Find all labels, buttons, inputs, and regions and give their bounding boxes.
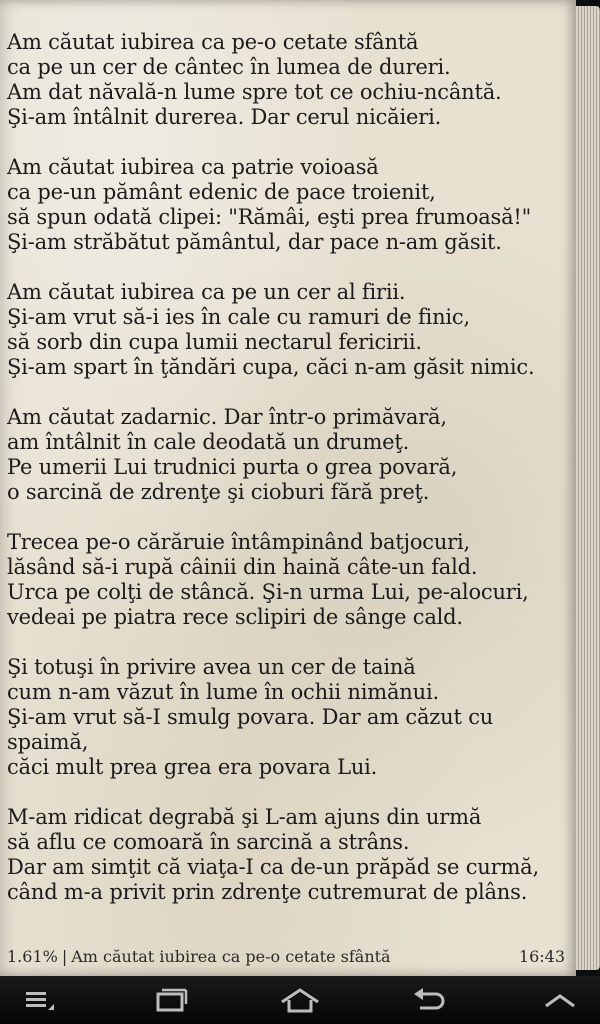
status-separator: |	[61, 947, 68, 966]
scroll-up-button[interactable]	[520, 976, 600, 1024]
clock: 16:43	[518, 947, 565, 966]
book-page-edges	[576, 6, 600, 970]
stanza	[7, 155, 573, 255]
text-line: Am căutat iubirea ca pe un cer al firii.	[7, 280, 406, 304]
text-line: căci mult prea grea era povara Lui.	[7, 755, 378, 779]
stanza	[7, 30, 573, 130]
menu-button[interactable]	[0, 976, 80, 1024]
text-line: spaimă,	[7, 730, 89, 754]
chapter-title: Am căutat iubirea ca pe-o cetate sfântă	[71, 947, 391, 966]
system-navigation-bar	[0, 976, 600, 1024]
home-icon	[278, 986, 322, 1014]
back-icon	[410, 986, 450, 1014]
text-line: când m-a privit prin zdrenţe cutremurat de plâns.	[7, 880, 528, 904]
text-line: Trecea pe-o cărăruie întâmpinând batjocuri,	[7, 530, 470, 554]
text-line: lăsând să-i rupă câinii din haină câte-un fald.	[7, 555, 478, 579]
stanza	[7, 405, 573, 505]
text-line: Şi totuşi în privire avea un cer de taină	[7, 655, 416, 679]
text-line: am întâlnit în cale deodată un drumeţ.	[7, 430, 410, 454]
stanza	[7, 280, 573, 380]
back-button[interactable]	[390, 976, 470, 1024]
home-button[interactable]	[260, 976, 340, 1024]
text-line: M-am ridicat degrabă şi L-am ajuns din urmă	[7, 805, 482, 829]
stanza	[7, 655, 573, 780]
text-line: o sarcină de zdrenţe şi cioburi fără preţ.	[7, 480, 430, 504]
recent-apps-button[interactable]	[130, 976, 210, 1024]
text-line: să spun odată clipei: "Rămâi, eşti prea frumoasă!"	[7, 205, 532, 229]
text-line: să aflu ce comoară în sarcină a strâns.	[7, 830, 410, 854]
text-line: să sorb din cupa lumii nectarul fericirii.	[7, 330, 422, 354]
stanza	[7, 805, 573, 905]
reading-progress: 1.61%	[7, 947, 58, 966]
menu-icon	[22, 986, 58, 1014]
text-line: Şi-am întâlnit durerea. Dar cerul nicăieri.	[7, 105, 442, 129]
text-line: Am căutat iubirea ca pe-o cetate sfântă	[7, 30, 419, 54]
text-line: ca pe un cer de cântec în lumea de dureri.	[7, 55, 451, 79]
text-line: ca pe-un pământ edenic de pace troienit,	[7, 180, 436, 204]
text-line: vedeai pe piatra rece sclipiri de sânge cald.	[7, 605, 463, 629]
text-line: cum n-am văzut în lume în ochii nimănui.	[7, 680, 439, 704]
text-line: Şi-am spart în ţăndări cupa, căci n-am găsit nimic.	[7, 355, 535, 379]
text-line: Am căutat iubirea ca patrie voioasă	[7, 155, 379, 179]
text-line: Am dat năvală-n lume spre tot ce ochiu-ncântă.	[7, 80, 502, 104]
text-line: Şi-am vrut să-I smulg povara. Dar am căzut cu	[7, 705, 494, 729]
stanza	[7, 530, 573, 630]
chevron-up-icon	[542, 986, 578, 1014]
text-line: Pe umerii Lui trudnici purta o grea povară,	[7, 455, 458, 479]
text-line: Am căutat zadarnic. Dar într-o primăvară,	[7, 405, 447, 429]
reader-status-bar	[7, 944, 565, 970]
text-line: Şi-am străbătut pământul, dar pace n-am găsit.	[7, 230, 502, 254]
book-text	[7, 30, 573, 930]
text-line: Şi-am vrut să-i ies în cale cu ramuri de finic,	[7, 305, 470, 329]
text-line: Dar am simţit că viaţa-I ca de-un prăpăd se curmă,	[7, 855, 539, 879]
recent-apps-icon	[150, 986, 190, 1014]
text-line: Urca pe colţi de stâncă. Şi-n urma Lui, pe-alocuri,	[7, 580, 529, 604]
